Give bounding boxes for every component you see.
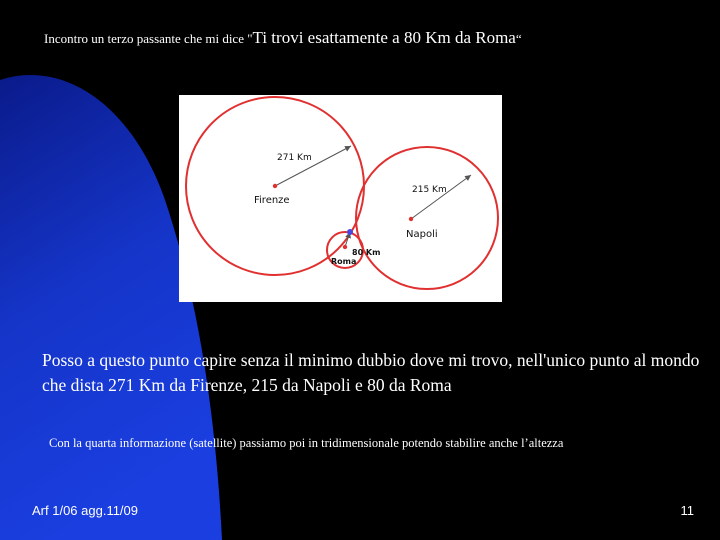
napoli-label: Napoli	[406, 229, 438, 240]
napoli-circle	[356, 147, 498, 289]
header-prefix: Incontro un terzo passante che mi dice "	[44, 31, 253, 46]
footer-left-text: Arf 1/06 agg.11/09	[32, 503, 139, 518]
trilateration-diagram	[179, 95, 502, 302]
header-suffix: “	[515, 31, 522, 46]
firenze-radius-arrow	[275, 146, 351, 186]
napoli-radius-arrow	[411, 175, 471, 219]
firenze-label: Firenze	[254, 195, 290, 206]
firenze-radius-label: 271 Km	[277, 153, 312, 163]
intersection-point	[347, 229, 353, 235]
slide-number: 11	[680, 503, 694, 518]
slide-body-text: Posso a questo punto capire senza il minimo dubbio dove mi trovo, nell'unico punto al mondo che dista 271 Km da Firenze, 215 da Napoli e 80 da Roma	[42, 350, 700, 395]
header-quote: Ti trovi esattamente a 80 Km da Roma	[252, 28, 516, 47]
roma-radius-label: 80 Km	[352, 248, 381, 257]
napoli-radius-label: 215 Km	[412, 185, 447, 195]
slide-header	[44, 28, 684, 48]
roma-point	[343, 245, 347, 249]
slide-note: Con la quarta informazione (satellite) passiamo poi in tridimensionale potendo stabilire anche l’altezza	[49, 436, 564, 450]
firenze-point	[273, 184, 277, 188]
roma-label: Roma	[331, 257, 357, 266]
napoli-point	[409, 217, 413, 221]
